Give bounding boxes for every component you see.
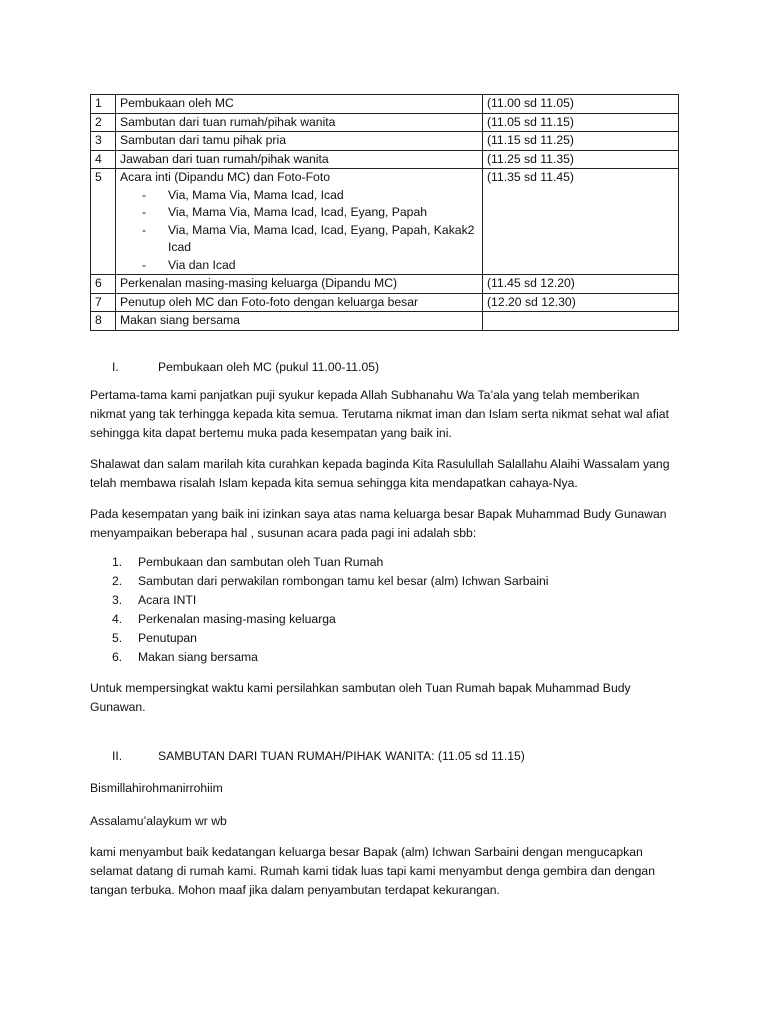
section-heading-1: [90, 358, 678, 376]
table-row: [91, 132, 679, 151]
paragraph: Pada kesempatan yang baik ini izinkan saya atas nama keluarga besar Bapak Muhammad Budy Gunawan menyampaikan beberapa hal , susunan acara pada pagi ini adalah sbb:: [90, 506, 667, 540]
list-item: [90, 648, 678, 667]
row-activity: Makan siang bersama: [116, 312, 483, 331]
list-number: 1.: [112, 554, 123, 569]
row-number: 1: [91, 95, 116, 114]
list-item: [90, 572, 678, 591]
list-number: 5.: [112, 630, 123, 645]
row-time: (12.20 sd 12.30): [483, 293, 679, 312]
row-time: (11.45 sd 12.20): [483, 275, 679, 294]
list-number: 3.: [112, 592, 123, 607]
row-number: 8: [91, 312, 116, 331]
row-activity: Acara inti (Dipandu MC) dan Foto-Foto: [120, 170, 330, 184]
table-row: [91, 293, 679, 312]
row-number: 3: [91, 132, 116, 151]
table-row: [91, 113, 679, 132]
list-text: Perkenalan masing-masing keluarga: [138, 611, 336, 626]
row-activity: Sambutan dari tamu pihak pria: [116, 132, 483, 151]
row-number: 7: [91, 293, 116, 312]
list-number: 2.: [112, 573, 123, 588]
row-activity: Pembukaan oleh MC: [116, 95, 483, 114]
row-number: 2: [91, 113, 116, 132]
section-title: Pembukaan oleh MC (pukul 11.00-11.05): [158, 359, 380, 374]
row-activity: Sambutan dari tuan rumah/pihak wanita: [116, 113, 483, 132]
row-time: (11.00 sd 11.05): [483, 95, 679, 114]
row-time: (11.15 sd 11.25): [483, 132, 679, 151]
program-list: [90, 553, 678, 667]
list-text: Pembukaan dan sambutan oleh Tuan Rumah: [138, 554, 384, 569]
section-number: I.: [112, 359, 119, 374]
list-number: 4.: [112, 611, 123, 626]
schedule-table: [90, 94, 679, 331]
table-row: [91, 312, 679, 331]
list-text: Sambutan dari perwakilan rombongan tamu kel besar (alm) Ichwan Sarbaini: [138, 573, 549, 588]
row-number: 4: [91, 150, 116, 169]
table-row: [91, 169, 679, 275]
list-item: - Via dan Icad: [120, 257, 478, 275]
list-text: Penutupan: [138, 630, 197, 645]
section-number: II.: [112, 748, 123, 763]
row-activity-with-subitems: [116, 169, 483, 275]
paragraph: Shalawat dan salam marilah kita curahkan kepada baginda Kita Rasulullah Salallahu Alaihi Wassalam yang telah membawa risalah Islam kepada kita semua sehingga kita mendapatkan cahaya-Nya.: [90, 456, 670, 490]
section-heading-2: [90, 747, 678, 765]
list-item: - Via, Mama Via, Mama Icad, Icad, Eyang, Papah: [120, 204, 478, 222]
photo-group-list: [120, 187, 478, 275]
document-page: [90, 94, 678, 900]
list-item: - Via, Mama Via, Mama Icad, Icad, Eyang, Papah, Kakak2 Icad: [120, 222, 478, 257]
greeting-line: Bismillahirohmanirrohiim: [90, 780, 223, 795]
row-time: (11.35 sd 11.45): [483, 169, 679, 275]
table-row: [91, 275, 679, 294]
paragraph: kami menyambut baik kedatangan keluarga besar Bapak (alm) Ichwan Sarbaini dengan mengucapkan selamat datang di rumah kami. Rumah kami tidak luas tapi kami menyambut denga gembira dan dengan tangan terbuka. Mohon maaf jika dalam penyambutan terdapat kekurangan.: [90, 844, 655, 897]
list-text: Makan siang bersama: [138, 649, 258, 664]
row-number: 5: [91, 169, 116, 275]
row-time: (11.05 sd 11.15): [483, 113, 679, 132]
list-item: [90, 553, 678, 572]
list-item: [90, 610, 678, 629]
row-number: 6: [91, 275, 116, 294]
row-time: [483, 312, 679, 331]
table-row: [91, 95, 679, 114]
list-item: [90, 629, 678, 648]
list-number: 6.: [112, 649, 123, 664]
paragraph: Pertama-tama kami panjatkan puji syukur kepada Allah Subhanahu Wa Ta’ala yang telah memberikan nikmat yang tak terhingga kepada kita semua. Terutama nikmat iman dan Islam serta nikmat sehat wal afiat sehingga kita dapat bertemu muka pada kesempatan yang baik ini.: [90, 387, 669, 440]
list-text: Acara INTI: [138, 592, 197, 607]
paragraph: Untuk mempersingkat waktu kami persilahkan sambutan oleh Tuan Rumah bapak Muhammad Budy Gunawan.: [90, 680, 631, 714]
row-activity: Penutup oleh MC dan Foto-foto dengan keluarga besar: [116, 293, 483, 312]
list-item: [90, 591, 678, 610]
greeting-line: Assalamu’alaykum wr wb: [90, 813, 227, 828]
section-title: SAMBUTAN DARI TUAN RUMAH/PIHAK WANITA: (11.05 sd 11.15): [158, 748, 525, 763]
table-row: [91, 150, 679, 169]
row-activity: Jawaban dari tuan rumah/pihak wanita: [116, 150, 483, 169]
list-item: - Via, Mama Via, Mama Icad, Icad: [120, 187, 478, 205]
row-activity: Perkenalan masing-masing keluarga (Dipandu MC): [116, 275, 483, 294]
row-time: (11.25 sd 11.35): [483, 150, 679, 169]
